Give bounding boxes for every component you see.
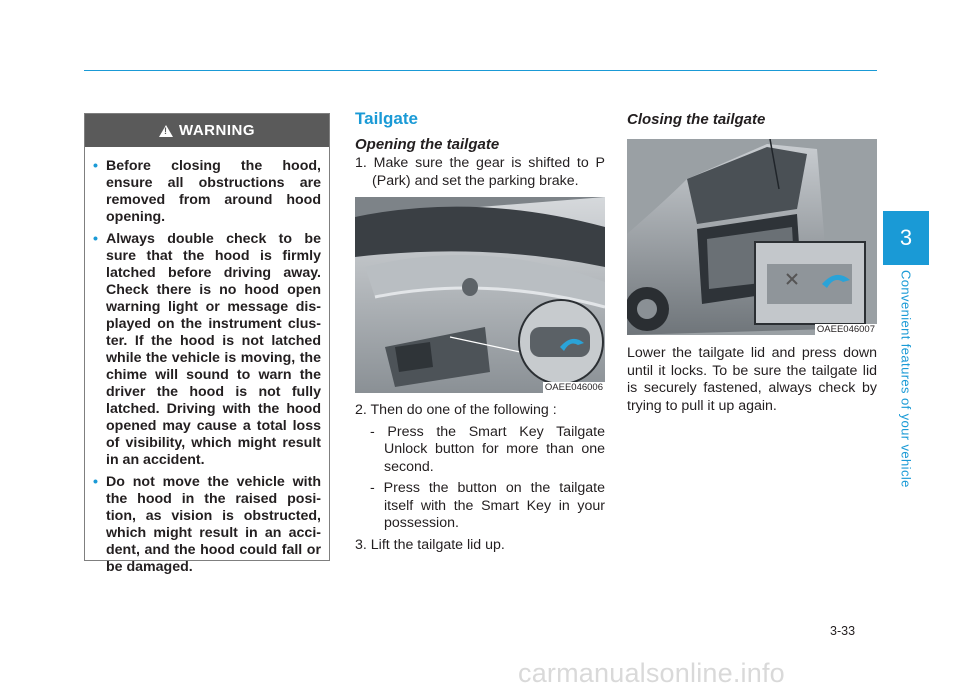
chapter-label: Convenient features of your vehicle [898,270,914,488]
warning-item: • Do not move the vehicle with the hood in the raised posi- tion, as vision is obstructed, which might result in an acci- dent, and the hood could fall or be damaged. [93,474,321,575]
bullet-icon: • [93,231,98,247]
closing-text: Lower the tailgate lid and press down until it locks. To be sure the tailgate lid is securely fastened, always check by trying to pull it up again. [627,345,877,414]
opening-subheading: Opening the tailgate [355,136,500,153]
bullet-icon: • [93,474,98,490]
warning-item: • Always double check to be sure that the hood is firmly latched before driving away. Check there is no hood open warning light or message dis- played on the instrument clus- ter. If the hood is not latched while the vehicle is moving, the chime will sound to warn the driver the hood is not fully latched. Driving with the hood opened may cause a total loss of visibility, which might result in an accident. [93,231,321,468]
closing-subheading: Closing the tailgate [627,111,766,128]
warning-box [84,113,330,575]
step-2: 2. Then do one of the following : - Press the Smart Key Tailgate Unlock button for more than one second. - Press the button on the tailgate itself with the Smart Key in your possession. 3. Lift the tailgate lid up. [355,402,605,553]
figure-close-tailgate [627,139,877,335]
section-heading: Tailgate [355,109,418,128]
figure-code: OAEE046006 [544,382,603,393]
figure-open-tailgate [355,197,605,393]
top-rule [84,70,877,71]
figure-code: OAEE046007 [816,324,875,335]
warning-header [85,114,329,147]
open-tailgate-illustration [627,139,877,335]
warning-list [85,147,329,576]
bullet-icon: • [93,158,98,174]
warning-title: WARNING [179,122,255,139]
chapter-tab: 3 [883,211,929,265]
page-number: 3-33 [830,624,856,638]
car-rear-illustration [355,197,605,393]
warning-item: • Before closing the hood, ensure all obstructions are removed from around hood opening. [93,158,321,225]
step-1: 1. Make sure the gear is shifted to P (Park) and set the parking brake. [355,155,605,189]
warning-triangle-icon [159,125,173,137]
watermark: carmanualsonline.info [518,658,785,688]
